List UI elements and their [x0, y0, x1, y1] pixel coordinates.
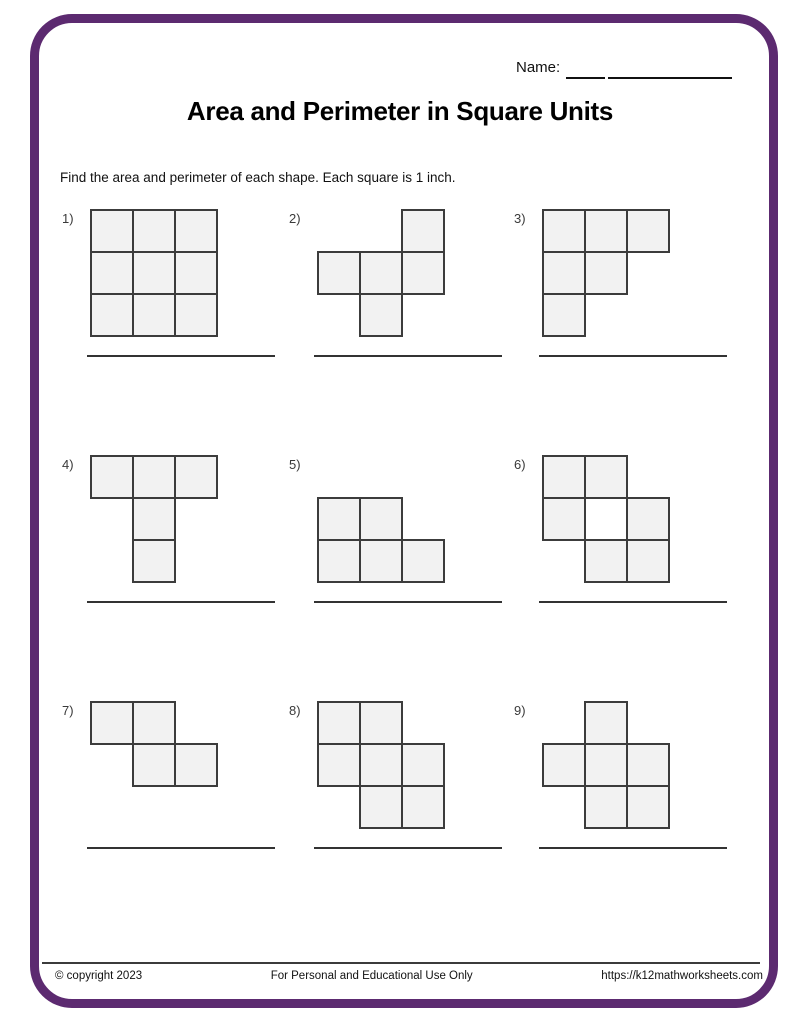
unit-square: [359, 293, 403, 337]
unit-square: [359, 497, 403, 541]
problem-number: 5): [289, 457, 301, 472]
unit-square: [317, 539, 361, 583]
name-label: Name:: [516, 59, 561, 76]
problem-number: 1): [62, 211, 74, 226]
answer-line[interactable]: [539, 601, 727, 603]
unit-square: [132, 251, 176, 295]
answer-line[interactable]: [87, 355, 275, 357]
unit-square: [359, 743, 403, 787]
unit-square: [401, 785, 445, 829]
unit-square: [359, 785, 403, 829]
unit-square: [174, 743, 218, 787]
unit-square: [132, 455, 176, 499]
unit-square: [584, 785, 628, 829]
instructions-text: Find the area and perimeter of each shape. Each square is 1 inch.: [60, 170, 456, 185]
problem-5: [289, 455, 519, 615]
unit-square: [401, 209, 445, 253]
unit-square: [584, 455, 628, 499]
problem-3: [514, 209, 744, 369]
unit-square: [174, 209, 218, 253]
problem-7: [62, 701, 292, 861]
answer-line[interactable]: [87, 847, 275, 849]
unit-square: [401, 251, 445, 295]
name-blank-line[interactable]: [566, 77, 605, 79]
unit-square: [90, 293, 134, 337]
unit-square: [132, 293, 176, 337]
unit-square: [359, 251, 403, 295]
unit-square: [317, 743, 361, 787]
problem-number: 8): [289, 703, 301, 718]
problem-number: 4): [62, 457, 74, 472]
problem-8: [289, 701, 519, 861]
unit-square: [584, 251, 628, 295]
unit-square: [542, 293, 586, 337]
footer-url: https://k12mathworksheets.com: [601, 970, 763, 982]
problem-6: [514, 455, 744, 615]
footer: [55, 970, 763, 982]
unit-square: [90, 701, 134, 745]
answer-line[interactable]: [314, 847, 502, 849]
problem-number: 6): [514, 457, 526, 472]
footer-usage: For Personal and Educational Use Only: [270, 970, 473, 982]
problem-2: [289, 209, 519, 369]
problem-number: 2): [289, 211, 301, 226]
unit-square: [132, 497, 176, 541]
unit-square: [542, 251, 586, 295]
unit-square: [317, 497, 361, 541]
problem-9: [514, 701, 744, 861]
problem-1: [62, 209, 292, 369]
unit-square: [584, 743, 628, 787]
unit-square: [132, 743, 176, 787]
footer-divider: [42, 962, 760, 964]
unit-square: [626, 209, 670, 253]
answer-line[interactable]: [539, 847, 727, 849]
unit-square: [90, 251, 134, 295]
unit-square: [90, 209, 134, 253]
unit-square: [626, 497, 670, 541]
name-blank-line[interactable]: [608, 77, 732, 79]
unit-square: [174, 251, 218, 295]
unit-square: [132, 539, 176, 583]
unit-square: [542, 209, 586, 253]
unit-square: [174, 455, 218, 499]
unit-square: [359, 701, 403, 745]
unit-square: [542, 743, 586, 787]
footer-copyright: © copyright 2023: [55, 970, 143, 982]
answer-line[interactable]: [314, 355, 502, 357]
unit-square: [626, 785, 670, 829]
problem-4: [62, 455, 292, 615]
unit-square: [174, 293, 218, 337]
unit-square: [584, 701, 628, 745]
problem-number: 7): [62, 703, 74, 718]
unit-square: [359, 539, 403, 583]
unit-square: [401, 539, 445, 583]
unit-square: [132, 701, 176, 745]
unit-square: [584, 539, 628, 583]
unit-square: [401, 743, 445, 787]
unit-square: [542, 455, 586, 499]
unit-square: [317, 251, 361, 295]
problem-number: 3): [514, 211, 526, 226]
unit-square: [626, 539, 670, 583]
answer-line[interactable]: [539, 355, 727, 357]
unit-square: [584, 209, 628, 253]
unit-square: [90, 455, 134, 499]
unit-square: [317, 701, 361, 745]
unit-square: [626, 743, 670, 787]
problem-number: 9): [514, 703, 526, 718]
answer-line[interactable]: [314, 601, 502, 603]
unit-square: [542, 497, 586, 541]
page-title: Area and Perimeter in Square Units: [186, 96, 614, 126]
unit-square: [132, 209, 176, 253]
answer-line[interactable]: [87, 601, 275, 603]
